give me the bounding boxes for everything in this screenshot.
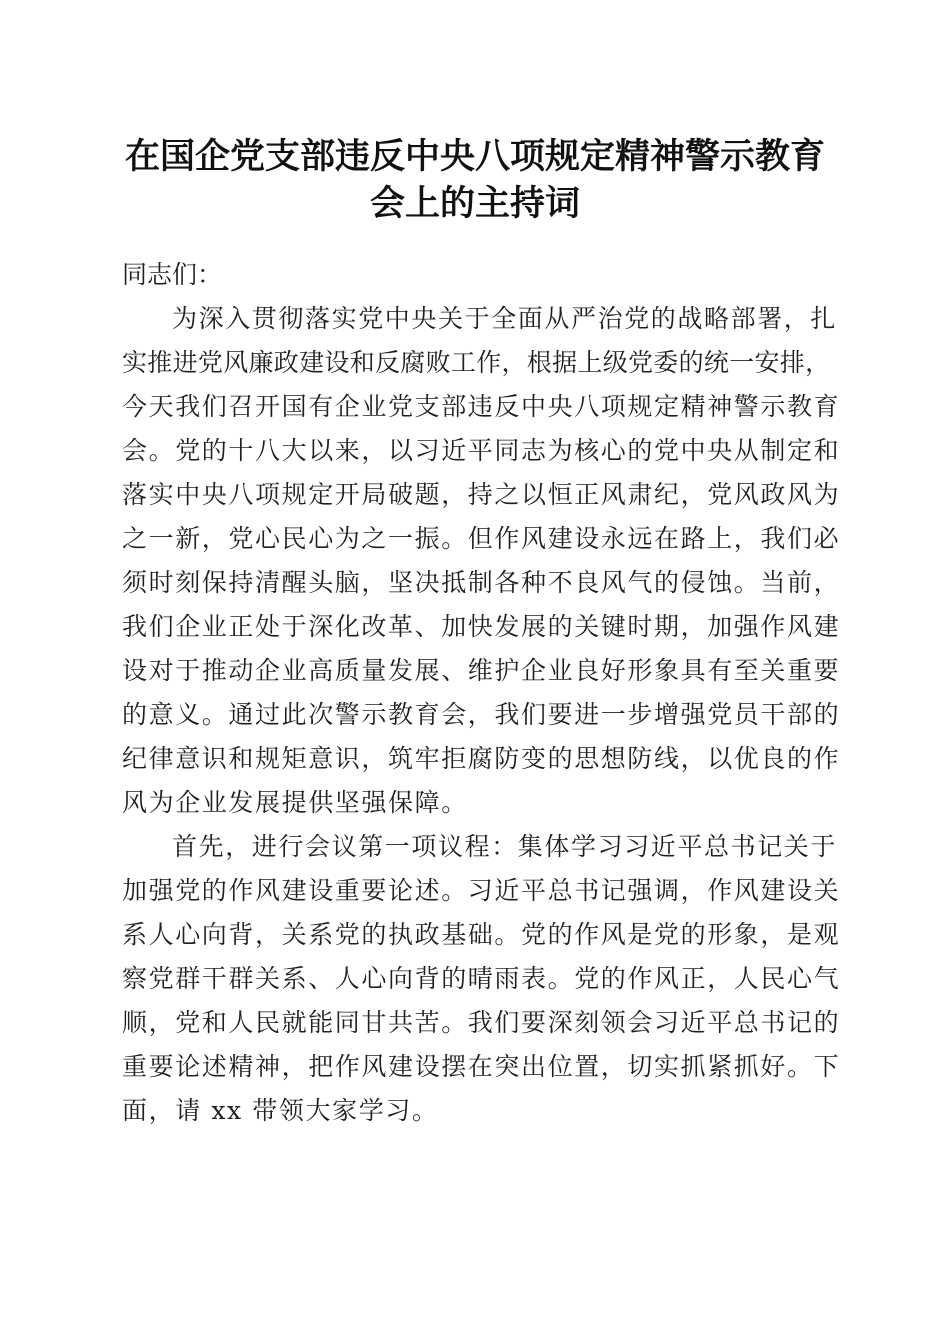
paragraph-2 xyxy=(122,825,841,1133)
paragraph-line: 之一新，党心民心为之一振。但作风建设永远在路上，我们必 xyxy=(122,524,841,553)
paragraph-line: 面，请 xx 带领大家学习。 xyxy=(122,1096,439,1125)
paragraph-line: 察党群干群关系、人心向背的晴雨表。党的作风正，人民心气 xyxy=(122,964,841,993)
paragraph-line: 纪律意识和规矩意识，筑牢拒腐防变的思想防线，以优良的作 xyxy=(122,744,841,773)
paragraph-line: 系人心向背，关系党的执政基础。党的作风是党的形象，是观 xyxy=(122,920,841,949)
paragraph-line: 今天我们召开国有企业党支部违反中央八项规定精神警示教育 xyxy=(122,392,841,421)
salutation: 同志们： xyxy=(122,260,223,289)
title-line-1: 在国企党支部违反中央八项规定精神警示教育 xyxy=(124,137,825,177)
paragraph-line: 落实中央八项规定开局破题，持之以恒正风肃纪，党风政风为 xyxy=(122,480,841,509)
paragraph-line: 为深入贯彻落实党中央关于全面从严治党的战略部署，扎 xyxy=(172,304,838,333)
paragraph-line: 须时刻保持清醒头脑，坚决抵制各种不良风气的侵蚀。当前， xyxy=(122,568,841,597)
paragraph-line: 顺，党和人民就能同甘共苦。我们要深刻领会习近平总书记的 xyxy=(122,1008,841,1037)
paragraph-line: 首先，进行会议第一项议程：集体学习习近平总书记关于 xyxy=(172,832,838,861)
paragraph-1 xyxy=(122,297,841,825)
paragraph-line: 重要论述精神，把作风建设摆在突出位置，切实抓紧抓好。下 xyxy=(122,1052,841,1081)
document-title xyxy=(100,134,850,228)
paragraph-line: 的意义。通过此次警示教育会，我们要进一步增强党员干部的 xyxy=(122,700,841,729)
paragraph-line: 会。党的十八大以来，以习近平同志为核心的党中央从制定和 xyxy=(122,436,841,465)
paragraph-line: 加强党的作风建设重要论述。习近平总书记强调，作风建设关 xyxy=(122,876,841,905)
document-body xyxy=(122,253,841,1133)
title-line-2: 会上的主持词 xyxy=(369,184,580,224)
paragraph-line: 风为企业发展提供坚强保障。 xyxy=(122,788,468,817)
paragraph-line: 设对于推动企业高质量发展、维护企业良好形象具有至关重要 xyxy=(122,656,841,685)
paragraph-line: 实推进党风廉政建设和反腐败工作，根据上级党委的统一安排， xyxy=(122,348,831,377)
paragraph-line: 我们企业正处于深化改革、加快发展的关键时期，加强作风建 xyxy=(122,612,841,641)
